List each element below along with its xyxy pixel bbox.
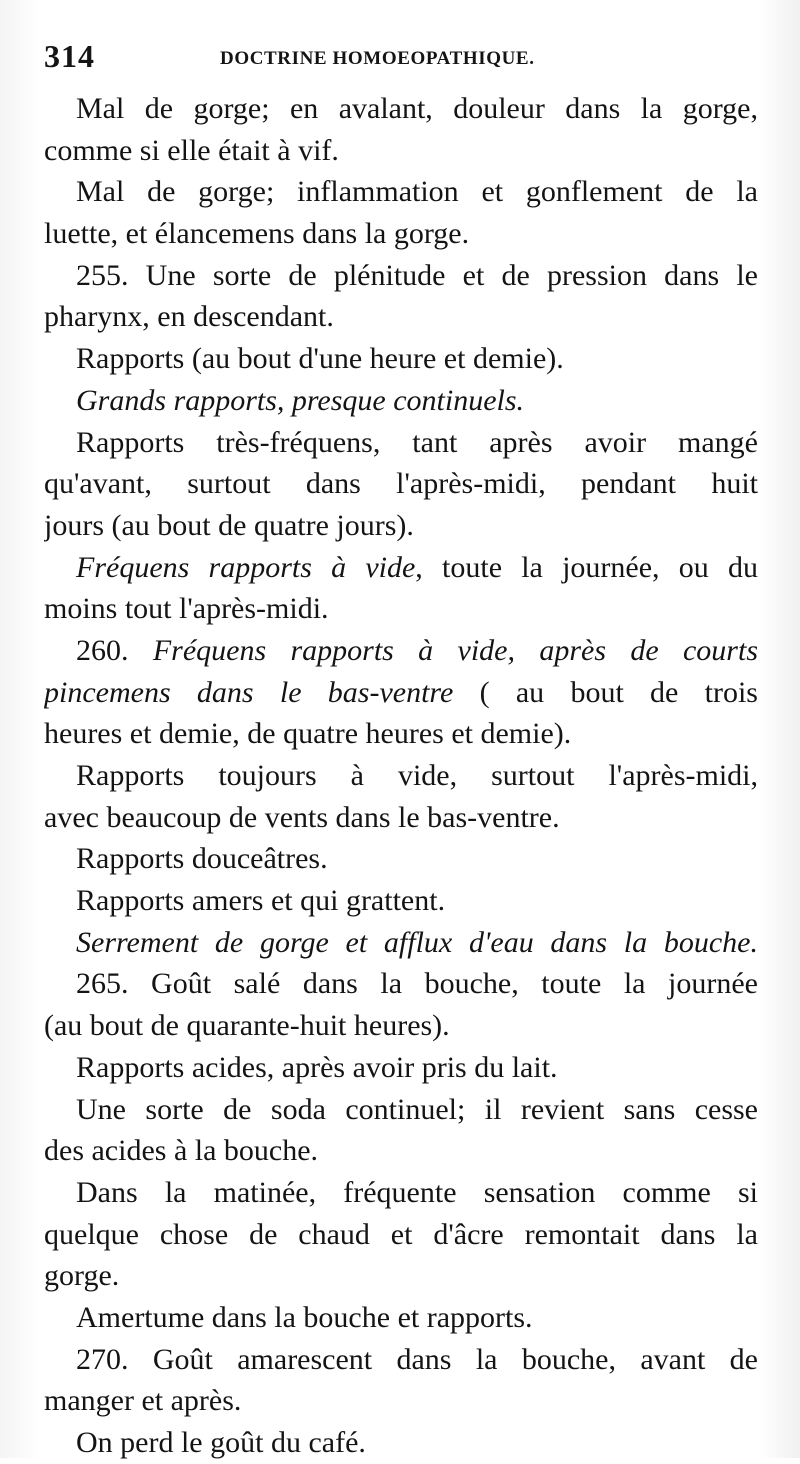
text-line: avec beaucoup de vents dans le bas-ventre. [44, 800, 560, 834]
text-line [44, 630, 758, 672]
text-segment: Fréquens rapports à vide, après de courts [152, 633, 758, 667]
text-line: pharynx, en descendant. [44, 300, 334, 334]
text-line: des acides à la bouche. [44, 1134, 319, 1168]
text-line: heures et demie, de quatre heures et demie). [44, 717, 572, 751]
text-segment: pincemens dans le bas-ventre [44, 675, 454, 709]
text-line: moins tout l'après-midi. [44, 592, 329, 626]
text-line: (au bout de quarante-huit heures). [44, 1009, 450, 1043]
text-segment: ( au bout de trois [453, 675, 758, 709]
text-line: Rapports (au bout d'une heure et demie). [76, 342, 564, 376]
text-segment: 260. [76, 633, 153, 667]
text-segment: , toute la journée, ou du [415, 550, 758, 584]
text-line: Mal de gorge; inflammation et gonflement de la [76, 175, 758, 209]
text-line: Rapports douceâtres. [76, 842, 328, 876]
text-line: Rapports très-fréquens, tant après avoir mangé [76, 425, 758, 459]
text-line: Serrement de gorge et afflux d'eau dans la bouche. [76, 925, 758, 959]
text-line: Amertume dans la bouche et rapports. [76, 1300, 533, 1334]
text-line: Rapports toujours à vide, surtout l'après-midi, [76, 759, 758, 792]
body-text [44, 88, 758, 1464]
running-title: DOCTRINE HOMOEOPATHIQUE. [220, 48, 535, 69]
text-line: manger et après. [44, 1384, 242, 1418]
text-line: Dans la matinée, fréquente sensation comme si [76, 1175, 758, 1209]
text-line: comme si elle était à vif. [44, 133, 339, 167]
text-line: Grands rapports, presque continuels. [76, 383, 525, 417]
text-line: gorge. [44, 1259, 120, 1293]
page-number: 314 [44, 38, 95, 74]
text-line [44, 672, 758, 714]
text-line [44, 547, 758, 589]
text-line: jours (au bout de quatre jours). [44, 508, 414, 542]
text-line: 265. Goût salé dans la bouche, toute la journée [76, 967, 758, 1001]
text-line: luette, et élancemens dans la gorge. [44, 217, 470, 251]
text-segment: Fréquens rapports à vide [76, 550, 416, 584]
text-line: 255. Une sorte de plénitude et de pression dans le [76, 258, 758, 292]
text-line: On perd le goût du café. [76, 1426, 366, 1459]
text-line: quelque chose de chaud et d'âcre remontait dans la [44, 1217, 758, 1251]
text-line: Rapports acides, après avoir pris du lait. [76, 1050, 558, 1084]
text-line: Rapports amers et qui grattent. [76, 884, 446, 918]
text-line: Une sorte de soda continuel; il revient sans cesse [76, 1092, 758, 1126]
text-line: 270. Goût amarescent dans la bouche, avant de [76, 1342, 758, 1376]
text-line: Mal de gorge; en avalant, douleur dans la gorge, [76, 92, 758, 125]
text-line: qu'avant, surtout dans l'après-midi, pendant huit [44, 467, 758, 501]
running-head [44, 38, 604, 82]
